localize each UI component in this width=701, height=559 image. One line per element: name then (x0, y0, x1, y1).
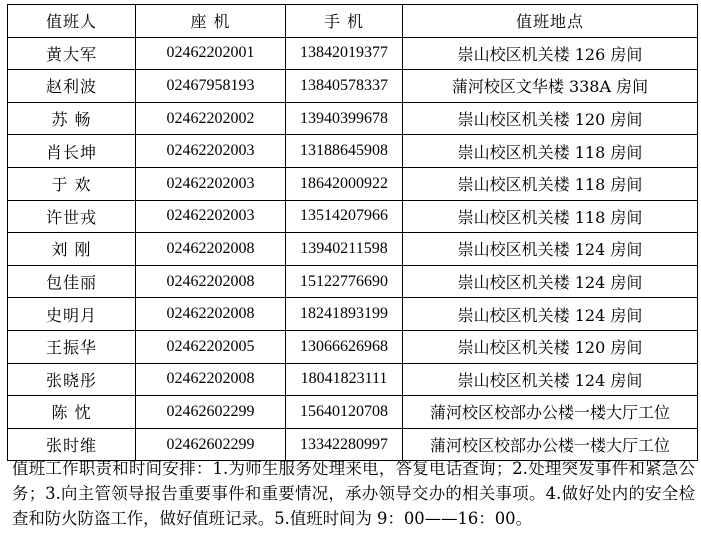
header-person: 值班人 (8, 5, 136, 38)
table-row (8, 233, 698, 266)
cell-landline: 02462602299 (136, 428, 286, 461)
cell-mobile: 15640120708 (286, 396, 403, 429)
cell-location: 崇山校区机关楼 124 房间 (403, 363, 698, 396)
cell-landline: 02462202008 (136, 233, 286, 266)
table-row (8, 363, 698, 396)
cell-location: 崇山校区机关楼 126 房间 (403, 37, 698, 70)
table-row (8, 200, 698, 233)
header-landline: 座 机 (136, 5, 286, 38)
cell-location: 崇山校区机关楼 120 房间 (403, 102, 698, 135)
cell-mobile: 13342280997 (286, 428, 403, 461)
cell-name: 史明月 (8, 298, 136, 331)
cell-mobile: 13840578337 (286, 70, 403, 103)
table-row (8, 70, 698, 103)
cell-name: 赵利波 (8, 70, 136, 103)
duty-roster-table (7, 4, 698, 461)
table-row (8, 330, 698, 363)
cell-location: 崇山校区机关楼 118 房间 (403, 200, 698, 233)
cell-mobile: 18041823111 (286, 363, 403, 396)
cell-landline: 02467958193 (136, 70, 286, 103)
cell-landline: 02462202008 (136, 363, 286, 396)
cell-mobile: 18241893199 (286, 298, 403, 331)
cell-mobile: 13940399678 (286, 102, 403, 135)
cell-landline: 02462602299 (136, 396, 286, 429)
cell-name: 于 欢 (8, 167, 136, 200)
cell-name: 陈 忱 (8, 396, 136, 429)
cell-mobile: 15122776690 (286, 265, 403, 298)
duty-notes: 值班工作职责和时间安排：1.为师生服务处理来电，答复电话查询；2.处理突发事件和紧急公务；3.向主管领导报告重要事件和重要情况，承办领导交办的相关事项。4.做好处内的安全检查和防火防盗工作，做好值班记录。5.值班时间为 9：00——16：00。 (12, 459, 695, 528)
cell-location: 崇山校区机关楼 124 房间 (403, 233, 698, 266)
table-header-row (8, 5, 698, 38)
cell-location: 蒲河校区校部办公楼一楼大厅工位 (403, 428, 698, 461)
cell-name: 包佳丽 (8, 265, 136, 298)
table-row (8, 396, 698, 429)
cell-name: 王振华 (8, 330, 136, 363)
cell-mobile: 13940211598 (286, 233, 403, 266)
table-row (8, 135, 698, 168)
cell-name: 苏 畅 (8, 102, 136, 135)
cell-mobile: 13842019377 (286, 37, 403, 70)
cell-location: 蒲河校区校部办公楼一楼大厅工位 (403, 396, 698, 429)
cell-landline: 02462202008 (136, 298, 286, 331)
cell-landline: 02462202008 (136, 265, 286, 298)
table-row (8, 102, 698, 135)
table-row (8, 265, 698, 298)
cell-location: 崇山校区机关楼 118 房间 (403, 135, 698, 168)
cell-location: 崇山校区机关楼 120 房间 (403, 330, 698, 363)
cell-landline: 02462202002 (136, 102, 286, 135)
header-mobile: 手 机 (286, 5, 403, 38)
cell-location: 崇山校区机关楼 124 房间 (403, 298, 698, 331)
table-row (8, 37, 698, 70)
cell-name: 许世戎 (8, 200, 136, 233)
table-body (8, 37, 698, 461)
cell-location: 崇山校区机关楼 124 房间 (403, 265, 698, 298)
cell-mobile: 13514207966 (286, 200, 403, 233)
cell-location: 蒲河校区文华楼 338A 房间 (403, 70, 698, 103)
cell-mobile: 13188645908 (286, 135, 403, 168)
cell-landline: 02462202003 (136, 167, 286, 200)
cell-location: 崇山校区机关楼 118 房间 (403, 167, 698, 200)
cell-landline: 02462202001 (136, 37, 286, 70)
table-row (8, 167, 698, 200)
cell-name: 黄大军 (8, 37, 136, 70)
cell-mobile: 18642000922 (286, 167, 403, 200)
table-row (8, 298, 698, 331)
cell-landline: 02462202003 (136, 135, 286, 168)
cell-name: 肖长坤 (8, 135, 136, 168)
cell-landline: 02462202005 (136, 330, 286, 363)
cell-landline: 02462202003 (136, 200, 286, 233)
cell-name: 刘 刚 (8, 233, 136, 266)
cell-name: 张时维 (8, 428, 136, 461)
header-location: 值班地点 (403, 5, 698, 38)
cell-mobile: 13066626968 (286, 330, 403, 363)
cell-name: 张晓彤 (8, 363, 136, 396)
